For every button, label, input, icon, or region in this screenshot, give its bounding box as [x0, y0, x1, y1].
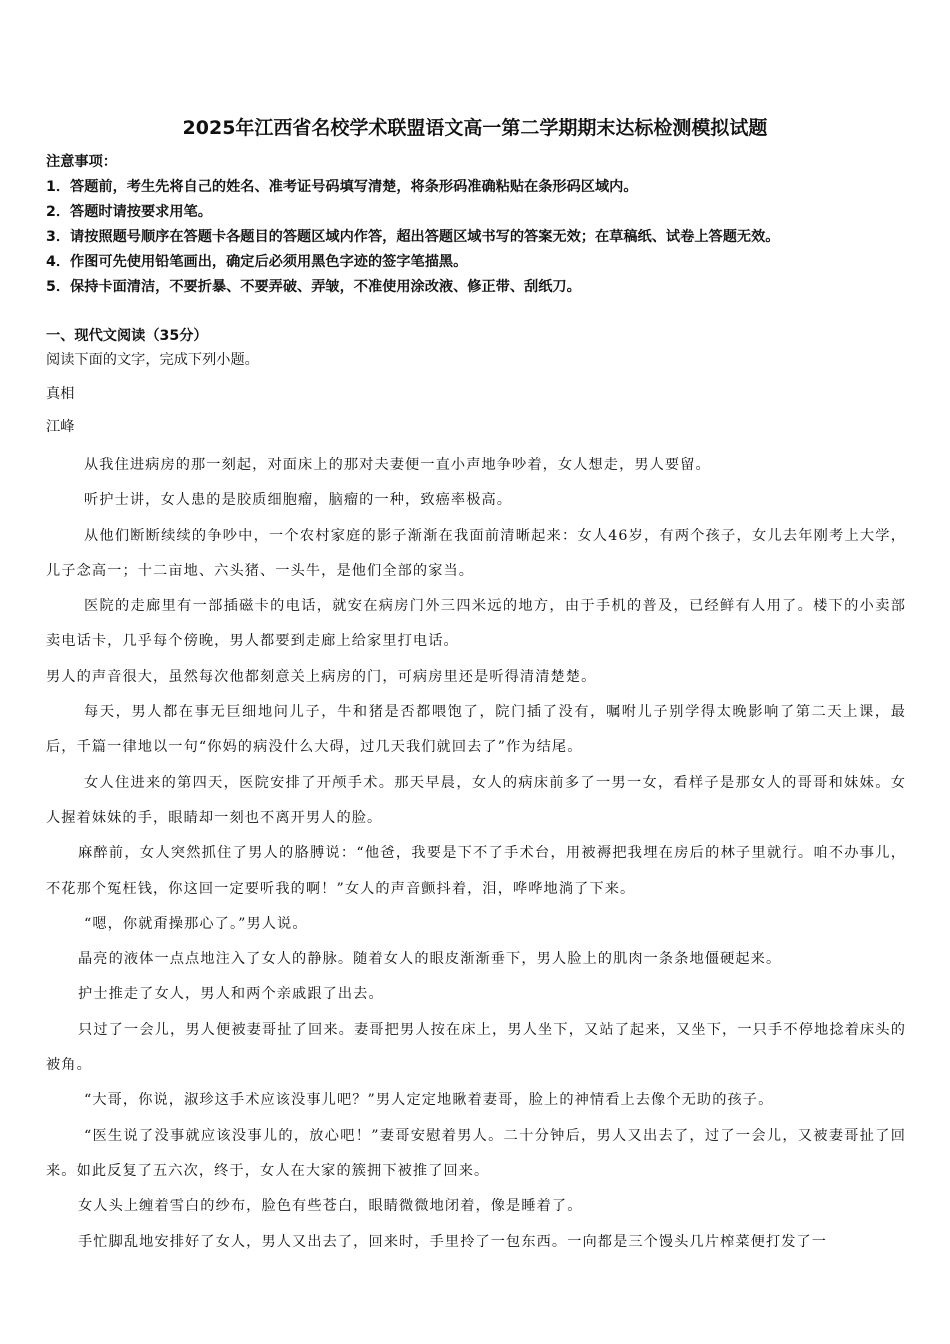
story-paragraph: 从他们断断续续的争吵中，一个农村家庭的影子渐渐在我面前清晰起来：女人46岁，有两个孩子，女儿去年刚考上大学，儿子念高一；十二亩地、六头猪、一头牛，是他们全部的家当。 — [46, 527, 906, 579]
story-author: 江峰 — [46, 419, 75, 435]
story-paragraph: 护士推走了女人，男人和两个亲戚跟了出去。 — [78, 986, 384, 1003]
notes-block — [46, 150, 926, 300]
story-paragraph: 听护士讲，女人患的是胶质细胞瘤，脑瘤的一种，致癌率极高。 — [84, 492, 513, 509]
story-paragraph: “医生说了没事就应该没事儿的，放心吧！”妻哥安慰着男人。二十分钟后，男人又出去了，过了一会儿，又被妻哥扯了回来。如此反复了五六次，终于，女人在大家的簇拥下被推了回来。 — [46, 1127, 906, 1179]
story-paragraph: 医院的走廊里有一部插磁卡的电话，就安在病房门外三四米远的地方，由于手机的普及，已经鲜有人用了。楼下的小卖部卖电话卡，几乎每个傍晚，男人都要到走廊上给家里打电话。 — [46, 598, 906, 650]
story-paragraph: 只过了一会儿，男人便被妻哥扯了回来。妻哥把男人按在床上，男人坐下，又站了起来，又坐下，一只手不停地捻着床头的被角。 — [46, 1021, 906, 1074]
story-paragraph: “嗯，你就甭操那心了。”男人说。 — [84, 915, 308, 932]
story-paragraph: 从我住进病房的那一刻起，对面床上的那对夫妻便一直小声地争吵着，女人想走，男人要留。 — [84, 457, 711, 473]
note-item: 3．请按照题号顺序在答题卡各题目的答题区域内作答，超出答题区域书写的答案无效；在草稿纸、试卷上答题无效。 — [46, 229, 780, 245]
notes-heading: 注意事项： — [46, 154, 117, 170]
note-item: 1．答题前，考生先将自己的姓名、准考证号码填写清楚，将条形码准确粘贴在条形码区域内。 — [46, 179, 638, 195]
story-paragraph: 女人头上缠着雪白的纱布，脸色有些苍白，眼睛微微地闭着，像是睡着了。 — [78, 1198, 583, 1215]
section-reading — [46, 324, 926, 372]
page-title: 2025年江西省名校学术联盟语文高一第二学期期末达标检测模拟试题 — [182, 117, 768, 139]
note-item: 4．作图可先使用铅笔画出，确定后必须用黑色字迹的签字笔描黑。 — [46, 254, 468, 270]
story-paragraph: 手忙脚乱地安排好了女人，男人又出去了，回来时，手里拎了一包东西。一向都是三个馒头几片榨菜便打发了一 — [78, 1233, 828, 1250]
story-paragraph: 女人住进来的第四天，医院安排了开颅手术。那天早晨，女人的病床前多了一男一女，看样子是那女人的哥哥和妹妹。女人握着妹妹的手，眼睛却一刻也不离开男人的脸。 — [46, 774, 906, 826]
story-paragraph: “大哥，你说，淑珍这手术应该没事儿吧？”男人定定地瞅着妻哥，脸上的神情看上去像个无助的孩子。 — [84, 1092, 774, 1109]
story-paragraph: 每天，男人都在事无巨细地问儿子，牛和猪是否都喂饱了，院门插了没有，嘱咐儿子别学得太晚影响了第二天上课，最后，千篇一律地以一句“你妈的病没什么大碍，过几天我们就回去了”作为结尾。 — [46, 704, 906, 756]
story-title: 真相 — [46, 386, 75, 402]
section-heading: 一、现代文阅读（35分） — [46, 328, 208, 344]
story-paragraph: 男人的声音很大，虽然每次他都刻意关上病房的门，可病房里还是听得清清楚楚。 — [46, 668, 597, 685]
section-instruction: 阅读下面的文字，完成下列小题。 — [46, 352, 259, 368]
story-body — [46, 448, 906, 1260]
note-item: 2．答题时请按要求用笔。 — [46, 204, 212, 220]
story-paragraph: 麻醉前，女人突然抓住了男人的胳膊说：“他爸，我要是下不了手术台，用被褥把我埋在房后的林子里就行。咱不办事儿，不花那个冤枉钱，你这回一定要听我的啊！”女人的声音颤抖着，泪，哗哗地淌了下来。 — [46, 845, 906, 897]
note-item: 5．保持卡面清洁，不要折暴、不要弄破、弄皱，不准使用涂改液、修正带、刮纸刀。 — [46, 279, 581, 295]
story-paragraph: 晶亮的液体一点点地注入了女人的静脉。随着女人的眼皮渐渐垂下，男人脸上的肌肉一条条地僵硬起来。 — [78, 951, 782, 968]
